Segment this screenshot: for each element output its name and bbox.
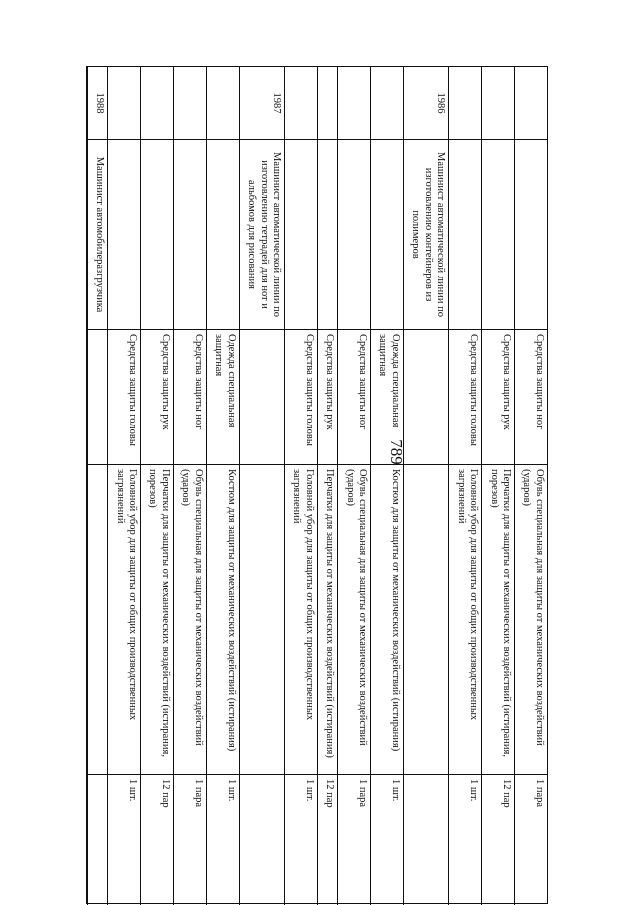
item-cell: Обувь специальная для защиты от механических воздействий (ударов) — [337, 465, 370, 775]
profession-cell — [206, 140, 239, 330]
code-cell — [317, 67, 337, 140]
norm-cell: 12 пар — [140, 775, 173, 905]
norm-cell: 1 пара — [337, 775, 370, 905]
profession-cell: Машинист автомобилеразгрузчика — [87, 140, 107, 330]
code-cell — [107, 67, 140, 140]
profession-cell — [337, 140, 370, 330]
item-cell — [87, 465, 107, 775]
norm-cell: 1 пара — [173, 775, 206, 905]
profession-cell: Машинист автоматической линии по изготовлению контейнеров из полимеров — [403, 140, 448, 330]
item-cell: Перчатки для защиты от механических воздействий (истирания) — [317, 465, 337, 775]
item-cell: Обувь специальная для защиты от механических воздействий (ударов) — [514, 465, 547, 775]
category-cell: Средства защиты ног — [173, 330, 206, 465]
item-cell: Костюм для защиты от механических воздействий (истирания) — [206, 465, 239, 775]
profession-cell — [514, 140, 547, 330]
ppe-norms-table — [86, 66, 548, 904]
norm-cell: 1 шт. — [370, 775, 403, 905]
category-cell: Средства защиты ног — [514, 330, 547, 465]
code-cell: 1987 — [239, 67, 284, 140]
code-cell: 1988 — [87, 67, 107, 140]
code-cell — [514, 67, 547, 140]
item-cell — [239, 465, 284, 775]
category-cell — [239, 330, 284, 465]
norm-cell: 1 шт. — [448, 775, 481, 905]
norm-cell: 1 шт. — [284, 775, 317, 905]
category-cell: Одежда специальная защитная — [206, 330, 239, 465]
profession-cell — [284, 140, 317, 330]
profession-cell — [317, 140, 337, 330]
code-cell — [284, 67, 317, 140]
profession-cell — [481, 140, 514, 330]
norm-cell: 12 пар — [481, 775, 514, 905]
item-cell: Обувь специальная для защиты от механических воздействий (ударов) — [173, 465, 206, 775]
norm-cell: 12 пар — [317, 775, 337, 905]
norm-cell: 1 шт. — [206, 775, 239, 905]
profession-cell — [173, 140, 206, 330]
code-cell — [173, 67, 206, 140]
code-cell — [337, 67, 370, 140]
profession-cell: Машинист автоматической линии по изготовлению тетрадей для нот и альбомов для рисования — [239, 140, 284, 330]
code-cell — [140, 67, 173, 140]
category-cell: Одежда специальная защитная — [370, 330, 403, 465]
category-cell: Средства защиты рук — [317, 330, 337, 465]
item-cell: Головной убор для защиты от общих производственных загрязнений — [107, 465, 140, 775]
profession-cell — [370, 140, 403, 330]
category-cell: Средства защиты рук — [481, 330, 514, 465]
item-cell: Костюм для защиты от механических воздействий (истирания) — [370, 465, 403, 775]
code-cell: 1986 — [403, 67, 448, 140]
item-cell — [403, 465, 448, 775]
category-cell: Средства защиты головы — [107, 330, 140, 465]
profession-cell — [140, 140, 173, 330]
norm-cell — [87, 775, 107, 905]
category-cell: Средства защиты ног — [337, 330, 370, 465]
category-cell: Средства защиты головы — [284, 330, 317, 465]
norm-cell — [239, 775, 284, 905]
code-cell — [481, 67, 514, 140]
item-cell: Перчатки для защиты от механических воздействий (истирания, порезов) — [481, 465, 514, 775]
item-cell: Головной убор для защиты от общих производственных загрязнений — [284, 465, 317, 775]
page-number: 789 — [387, 439, 406, 465]
norm-cell: 1 шт. — [107, 775, 140, 905]
item-cell: Головной убор для защиты от общих производственных загрязнений — [448, 465, 481, 775]
item-cell: Перчатки для защиты от механических воздействий (истирания, порезов) — [140, 465, 173, 775]
norm-cell: 1 пара — [514, 775, 547, 905]
profession-cell — [448, 140, 481, 330]
norm-cell — [403, 775, 448, 905]
category-cell — [87, 330, 107, 465]
profession-cell — [107, 140, 140, 330]
code-cell — [448, 67, 481, 140]
code-cell — [370, 67, 403, 140]
category-cell: Средства защиты рук — [140, 330, 173, 465]
code-cell — [206, 67, 239, 140]
category-cell: Средства защиты головы — [448, 330, 481, 465]
category-cell — [403, 330, 448, 465]
